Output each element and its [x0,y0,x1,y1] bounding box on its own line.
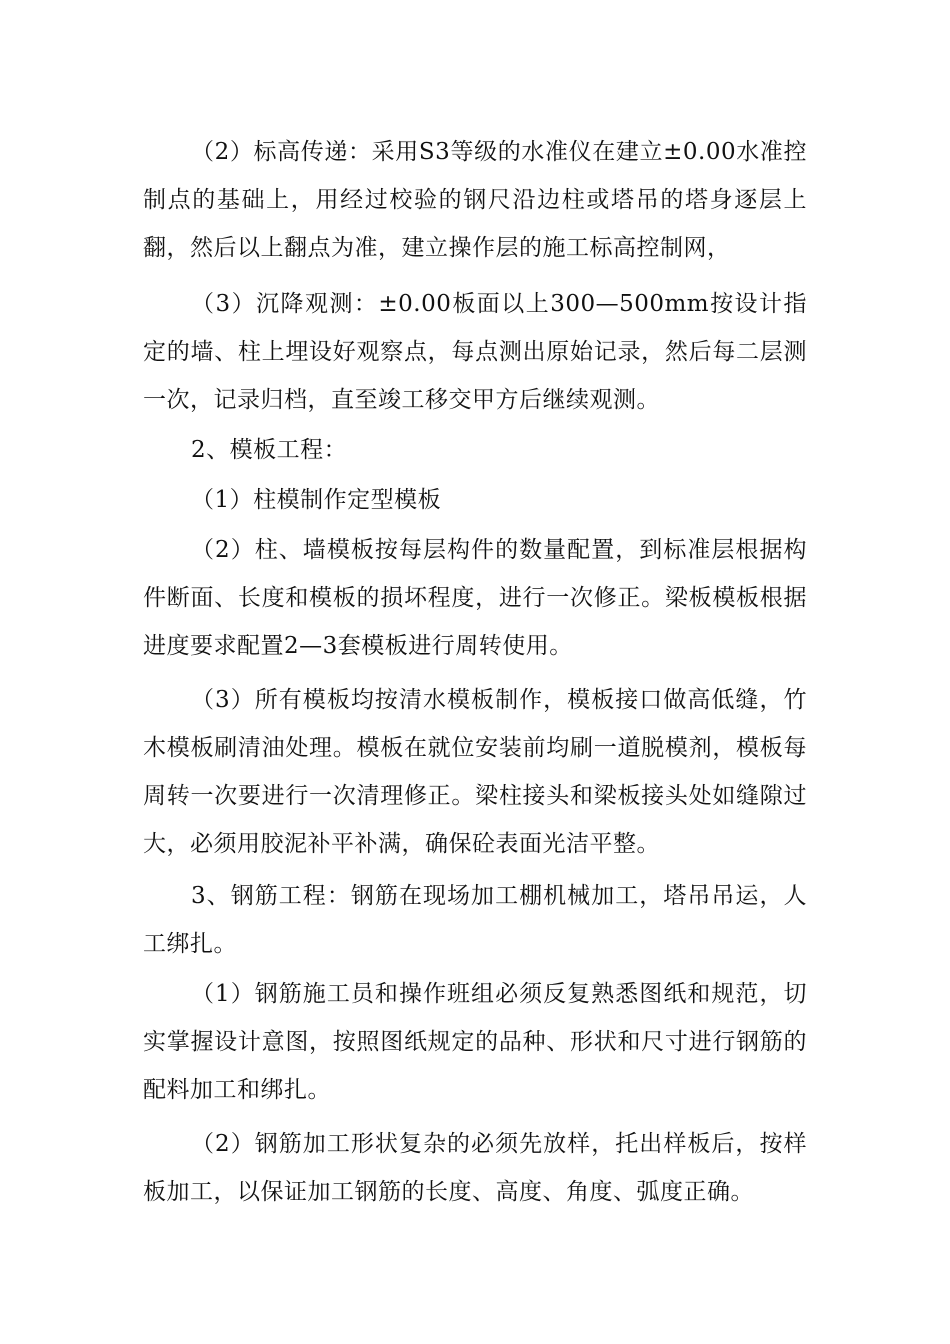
paragraph-elevation-transfer: （2）标高传递：采用S3等级的水准仪在建立±0.00水准控制点的基础上，用经过校验的钢尺沿边柱或塔吊的塔身逐层上翻，然后以上翻点为准，建立操作层的施工标高控制网， [143,139,807,261]
heading-formwork: 2、模板工程： [191,437,348,463]
heading-rebar: 3、钢筋工程：钢筋在现场加工棚机械加工，塔吊吊运，人工绑扎。 [143,883,807,957]
paragraph-wall-formwork: （2）柱、墙模板按每层构件的数量配置，到标准层根据构件断面、长度和模板的损坏程度，进行一次修正。梁板模板根据进度要求配置2—3套模板进行周转使用。 [143,537,807,659]
paragraph-rebar-template: （2）钢筋加工形状复杂的必须先放样，托出样板后，按样板加工，以保证加工钢筋的长度、高度、角度、弧度正确。 [143,1131,807,1205]
paragraph-clear-formwork: （3）所有模板均按清水模板制作，模板接口做高低缝，竹木模板刷清油处理。模板在就位安装前均刷一道脱模剂，模板每周转一次要进行一次清理修正。梁柱接头和梁板接头处如缝隙过大，必须用胶泥补平补满，确保砼表面光洁平整。 [143,687,807,857]
paragraph-column-formwork: （1）柱模制作定型模板 [191,487,442,513]
paragraph-rebar-drawings: （1）钢筋施工员和操作班组必须反复熟悉图纸和规范，切实掌握设计意图，按照图纸规定的品种、形状和尺寸进行钢筋的配料加工和绑扎。 [143,981,807,1103]
paragraph-settlement-observation: （3）沉降观测：±0.00板面以上300—500mm按设计指定的墙、柱上埋设好观察点，每点测出原始记录，然后每二层测一次，记录归档，直至竣工移交甲方后继续观测。 [143,291,807,413]
